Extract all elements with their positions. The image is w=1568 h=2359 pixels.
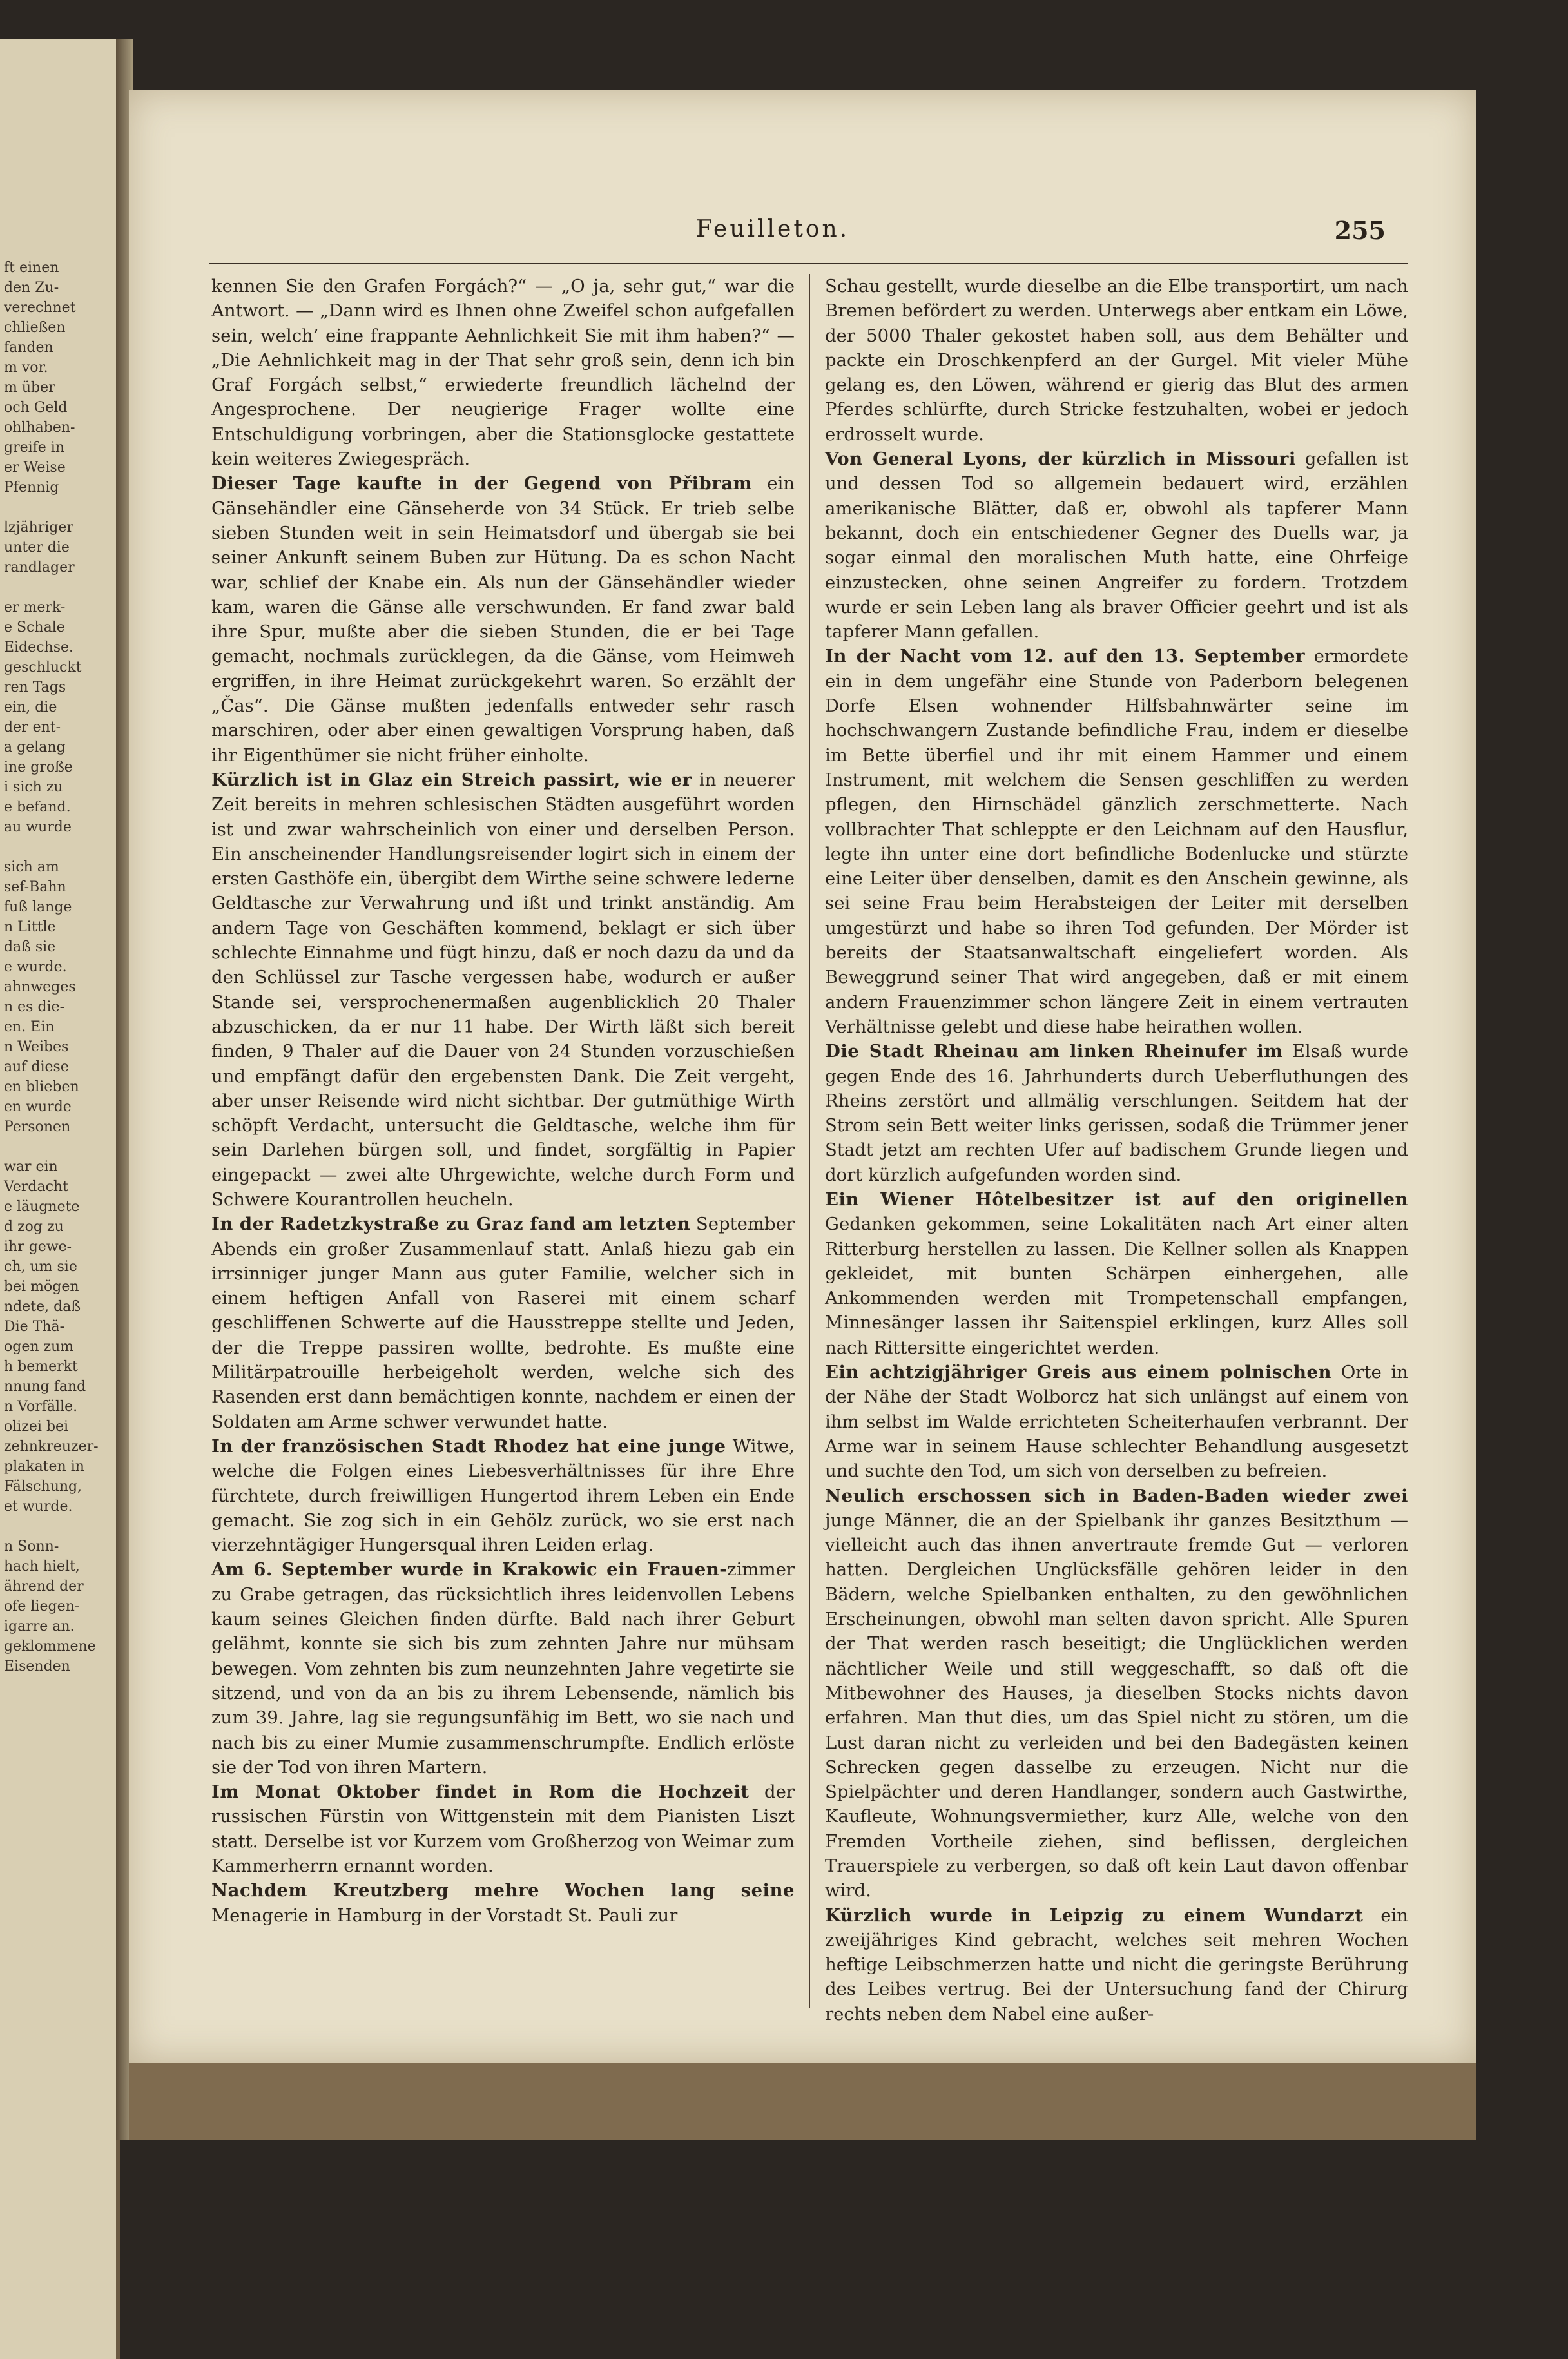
adjacent-page-fragment: daß sie <box>4 939 56 955</box>
article-paragraph <box>825 447 1408 644</box>
adjacent-page-fragment: ein, die <box>4 699 57 715</box>
adjacent-page-fragment: geklommene <box>4 1638 96 1655</box>
adjacent-page-fragment: ine große <box>4 759 73 775</box>
adjacent-page-fragment: m vor. <box>4 360 48 376</box>
adjacent-page-fragment: olizei bei <box>4 1419 69 1435</box>
adjacent-page-fragment <box>0 578 116 597</box>
page-number: 255 <box>1334 216 1386 245</box>
adjacent-page-fragment: e befand. <box>4 799 71 815</box>
adjacent-page-fragment: er Weise <box>4 460 66 476</box>
adjacent-page-fragment: och Geld <box>4 400 68 416</box>
adjacent-page-fragment: zehnkreuzer- <box>4 1439 99 1455</box>
adjacent-page-fragment: i sich zu <box>4 779 63 795</box>
article-headline: Ein Wiener Hôtelbesitzer ist auf den originellen <box>825 1189 1408 1210</box>
adjacent-page-fragment: den Zu- <box>4 280 59 296</box>
article-text: ein Gänsehändler eine Gänseherde von 34 Stück. Er trieb selbe sieben Stunden weit in sein Heimatsdorf und übergab sie bei seiner Ankunft seinem Buben zur Hütung. Da es schon Nacht war, schlief der Knabe ein. Als nun der Gänsehändler wieder kam, waren die Gänse alle verschwunden. Er fand zwar bald ihre Spur, mußte aber die sieben Stunden, die er bei Tage gemacht, nochmals zurücklegen, da die Gänse, vom Heimweh ergriffen, in ihre Heimat zurückgekehrt waren. So erzählt der „Čas“. Die Gänse mußten jedenfalls entweder sehr rasch marschiren, oder aber einen gewaltigen Vorsprung haben, daß ihr Eigenthümer sie nicht früher einholte. <box>211 473 795 766</box>
article-paragraph <box>211 1878 795 1928</box>
adjacent-page-fragment: e Schale <box>4 619 65 636</box>
column-divider <box>809 274 810 2008</box>
article-text: September Abends ein großer Zusammenlauf statt. Anlaß hiezu gab ein irrsinniger junger Mann aus guter Familie, welcher sich in einem heftigen Anfall von Raserei mit einem scharf geschliffenen Schwerte auf die Hausstreppe stellte und Jeden, der die Treppe passiren wollte, bedrohte. Es mußte eine Militärpatrouille herbeigeholt werden, welche sich des Rasenden erst dann bemächtigen konnte, nachdem er einen der Soldaten am Arme schwer verwundet hatte. <box>211 1214 795 1432</box>
adjacent-page-fragment: ohlhaben- <box>4 420 75 436</box>
left-column <box>211 274 795 1928</box>
article-headline: In der Radetzkystraße zu Graz fand am letzten <box>211 1214 691 1235</box>
header-rule <box>209 263 1408 264</box>
adjacent-page-fragment: Die Thä- <box>4 1319 65 1335</box>
adjacent-page-fragment: Personen <box>4 1119 71 1135</box>
article-text: junge Männer, die an der Spielbank ihr ganzes Besitzthum — vielleicht auch das ihnen anvertraute fremde Gut — verloren hatten. Dergleichen Unglücksfälle gehören leider in den Bädern, welche Spielbanken enthalten, zu den gewöhnlichen Erscheinungen, obwohl man selten davon spricht. Alle Spuren der That werden rasch beseitigt; die Unglücklichen werden nächtlicher Weile und still weggeschafft, so daß oft die Mitbewohner des Hauses, ja dieselben Stocks nichts davon erfahren. Man thut dies, um das Spiel nicht zu stören, um die Lust daran nicht zu verleiden und bei den Badegästen keinen Schrecken gegen dasselbe zu erzeugen. Nicht nur die Spielpächter und deren Handlanger, sondern auch Gastwirthe, Kaufleute, Wohnungsvermiether, kurz Alle, welche von den Fremden Vortheile ziehen, sind beflissen, dergleichen Trauerspiele zu verbergen, so daß oft kein Laut davon offenbar wird. <box>825 1510 1408 1901</box>
page-bottom-edge <box>129 2063 1476 2140</box>
adjacent-page-fragment: Fälschung, <box>4 1479 82 1495</box>
adjacent-page-fragment: ährend der <box>4 1578 84 1595</box>
adjacent-page-fragment: der ent- <box>4 719 61 735</box>
adjacent-page-fragment: Eisenden <box>4 1658 70 1675</box>
adjacent-page-fragment: d zog zu <box>4 1219 64 1235</box>
article-text: ein zweijähriges Kind gebracht, welches seit mehren Wochen heftige Leibschmerzen hatte und nicht die geringste Berührung des Leibes vertrug. Bei der Untersuchung fand der Chirurg rechts neben dem Nabel eine außer- <box>825 1905 1408 2024</box>
adjacent-page-fragment: plakaten in <box>4 1459 84 1475</box>
adjacent-page-fragment: h bemerkt <box>4 1359 78 1375</box>
adjacent-page-fragment: n Little <box>4 919 56 935</box>
article-paragraph <box>825 1039 1408 1187</box>
article-text: in neuerer Zeit bereits in mehren schlesischen Städten ausgeführt worden ist und zwar wahrscheinlich von einer und derselben Person. Ein anscheinender Handlungsreisender logirt sich in einem der ersten Gasthöfe ein, übergibt dem Wirthe seine schwere lederne Geldtasche zur Verwahrung und ißt und trinkt anständig. Am andern Tage von Geschäften kommend, beklagt er sich über schlechte Einnahme und fügt hinzu, daß er noch dazu da und da den Schlüssel zur Tasche vergessen habe, wodurch er außer Stande sei, versprochenermaßen augenblicklich 20 Thaler abzuschicken, da er nur 11 habe. Der Wirth läßt sich bereit finden, 9 Thaler auf die Dauer von 24 Stunden vorzuschießen und empfängt dafür den ergebensten Dank. Die Zeit vergeht, aber unser Reisende wird nicht sichtbar. Der gutmüthige Wirth schöpft Verdacht, untersucht die Geldtasche, welche ihm für sein Darlehen bürgen soll, und findet, sorgfältig in Papier eingepackt — zwei alte Uhrgewichte, welche durch Form und Schwere Kourantrollen heucheln. <box>211 769 795 1210</box>
adjacent-page-fragment: er merk- <box>4 599 66 616</box>
adjacent-page-fragment: ft einen <box>4 260 59 276</box>
adjacent-page-fragment: war ein <box>4 1159 58 1175</box>
adjacent-page-edge <box>0 39 120 2359</box>
article-headline: In der Nacht vom 12. auf den 13. September <box>825 646 1306 667</box>
adjacent-page-fragment: n Sonn- <box>4 1539 59 1555</box>
adjacent-page-fragment: verechnet <box>4 300 76 316</box>
article-paragraph <box>211 471 795 768</box>
page-header <box>129 216 1476 255</box>
article-headline: Von General Lyons, der kürzlich in Missouri <box>825 449 1296 470</box>
article-text: Witwe, welche die Folgen eines Liebesverhältnisses für ihre Ehre fürchtete, durch freiwilligen Hungertod ihrem Leben ein Ende gemacht. Sie zog sich in ein Gehölz zurück, wo sie erst nach vierzehntägiger Hungersqual ihren Leiden erlag. <box>211 1435 795 1556</box>
running-title: Feuilleton. <box>696 216 850 242</box>
article-text: Elsaß wurde gegen Ende des 16. Jahrhunderts durch Ueberfluthungen des Rheins zerstört und allmälig verschlungen. Seitdem hat der Strom sein Bett weiter links gerissen, sodaß die Trümmer jener Stadt jetzt am rechten Ufer auf badischem Grunde liegen und dort kürzlich aufgefunden worden sind. <box>825 1041 1408 1185</box>
adjacent-page-fragment: ch, um sie <box>4 1259 77 1275</box>
article-headline: Kürzlich ist in Glaz ein Streich passirt, wie er <box>211 769 692 790</box>
article-paragraph <box>825 1360 1408 1483</box>
adjacent-page-fragment: randlager <box>4 559 75 576</box>
article-text: ermordete ein in dem ungefähr eine Stunde von Paderborn belegenen Dorfe Elsen wohnender Hilfsbahnwärter seine im hochschwangern Zustande befindliche Frau, indem er dieselbe im Bette überfiel und ihr mit einem Hammer und einem Instrument, mit welchem die Sensen geschliffen zu werden pflegen, den Hirnschädel gänzlich zerschmetterte. Nach vollbrachter That schleppte er den Leichnam auf den Hausflur, legte ihn unter eine dort befindliche Bodenlucke und stürzte eine Leiter über denselben, damit es den Anschein gewinne, als sei seine Frau beim Herabsteigen der Leiter mit derselben umgestürzt und habe so ihren Tod gefunden. Der Mörder ist bereits der Staatsanwaltschaft eingeliefert worden. Als Beweggrund seiner That wird angegeben, daß er mit einem andern Frauenzimmer schon längere Zeit in einem vertrauten Verhältnisse gelebt und diese habe heirathen wollen. <box>825 646 1408 1037</box>
article-headline: Die Stadt Rheinau am linken Rheinufer im <box>825 1041 1283 1062</box>
article-headline: Am 6. September wurde in Krakowic ein Frauen- <box>211 1559 728 1580</box>
article-headline: Neulich erschossen sich in Baden-Baden wieder zwei <box>825 1485 1408 1506</box>
adjacent-page-fragment: greife in <box>4 440 65 456</box>
article-text: kennen Sie den Grafen Forgách?“ — „O ja, sehr gut,“ war die Antwort. — „Dann wird es Ihnen ohne Zweifel schon aufgefallen sein, welch’ eine frappante Aehnlichkeit Sie mit ihm haben?“ — „Die Aehnlichkeit mag in der That sehr groß sein, denn ich bin Graf Forgách selbst,“ erwiederte freundlich lächelnd der Angesprochene. Der neugierige Frager wollte eine Entschuldigung vorbringen, aber die Stationsglocke gestattete kein weiteres Zwiegespräch. <box>211 276 795 470</box>
article-headline: Dieser Tage kaufte in der Gegend von Přibram <box>211 473 753 494</box>
adjacent-page-fragment: en blieben <box>4 1079 79 1095</box>
adjacent-page-fragment: fuß lange <box>4 899 72 915</box>
adjacent-page-fragment: bei mögen <box>4 1279 79 1295</box>
adjacent-page-fragment: n Weibes <box>4 1039 69 1055</box>
adjacent-page-fragment: ogen zum <box>4 1339 74 1355</box>
adjacent-page-fragment <box>0 837 116 857</box>
adjacent-page-fragment: sich am <box>4 859 59 875</box>
adjacent-page-fragment: ihr gewe- <box>4 1239 72 1255</box>
adjacent-page-fragment: nnung fand <box>4 1379 86 1395</box>
adjacent-page-fragment <box>0 1517 116 1537</box>
adjacent-page-fragment: fanden <box>4 340 53 356</box>
adjacent-page-fragment: ren Tags <box>4 679 66 695</box>
adjacent-page-fragment: ofe liegen- <box>4 1598 80 1615</box>
article-paragraph <box>211 1780 795 1878</box>
adjacent-page-fragment: n es die- <box>4 999 65 1015</box>
adjacent-page-fragment: e wurde. <box>4 959 67 975</box>
article-paragraph <box>211 274 795 471</box>
article-paragraph <box>825 1903 1408 2026</box>
adjacent-page-fragment: et wurde. <box>4 1499 73 1515</box>
article-headline: In der französischen Stadt Rhodez hat eine junge <box>211 1435 726 1457</box>
article-paragraph <box>211 1557 795 1780</box>
adjacent-page-fragment: m über <box>4 380 55 396</box>
adjacent-page-fragment: e läugnete <box>4 1199 80 1215</box>
adjacent-page-fragment: hach hielt, <box>4 1558 80 1575</box>
adjacent-page-fragment: chließen <box>4 320 66 336</box>
adjacent-page-fragment: Eidechse. <box>4 639 73 655</box>
article-text: Orte in der Nähe der Stadt Wolborcz hat sich unlängst auf einem von ihm selbst im Walde errichteten Scheiterhaufen verbrannt. Der Arme war in seinem Hause schlechter Behandlung ausgesetzt und suchte den Tod, um sich von derselben zu befreien. <box>825 1362 1408 1482</box>
adjacent-page-fragment: n Vorfälle. <box>4 1399 78 1415</box>
article-headline: Nachdem Kreutzberg mehre Wochen lang seine <box>211 1880 795 1901</box>
adjacent-page-fragment: geschluckt <box>4 659 82 675</box>
article-paragraph <box>825 644 1408 1039</box>
article-text: gefallen ist und dessen Tod so allgemein bedauert wird, erzählen amerikanische Blätter, daß er, obwohl als tapferer Mann bekannt, doch ein entschiedener Gegner des Duells war, ja sogar einmal den moralischen Muth hatte, eine Ohrfeige einzustecken, ohne seinen Angreifer zu fordern. Trotzdem wurde er sein Leben lang als braver Officier geehrt und ist als tapferer Mann gefallen. <box>825 449 1408 643</box>
adjacent-page-fragment: en. Ein <box>4 1019 55 1035</box>
adjacent-page-fragment: auf diese <box>4 1059 69 1075</box>
article-paragraph <box>825 274 1408 447</box>
article-paragraph <box>825 1484 1408 1903</box>
article-paragraph <box>825 1187 1408 1360</box>
article-text: der russischen Fürstin von Wittgenstein mit dem Pianisten Liszt statt. Derselbe ist vor Kurzem vom Großherzog von Weimar zum Kammerherrn ernannt worden. <box>211 1781 795 1876</box>
article-text: Menagerie in Hamburg in der Vorstadt St. Pauli zur <box>211 1905 678 1926</box>
adjacent-page-fragment: a gelang <box>4 739 66 755</box>
right-column <box>825 274 1408 2026</box>
article-text: zimmer zu Grabe getragen, das rücksichtlich ihres leidenvollen Lebens kaum seines Gleichen finden dürfte. Bald nach ihrer Geburt gelähmt, konnte sie sich bis zum zehnten Jahre nur mühsam bewegen. Vom zehnten bis zum neunzehnten Jahre vegetirte sie sitzend, und von da an bis zu ihrem Lebensende, nämlich bis zum 39. Jahre, lag sie regungsunfähig im Bett, wo sie nach und nach bis zu einer Mumie zusammenschrumpfte. Endlich erlöste sie der Tod von ihren Martern. <box>211 1559 795 1778</box>
article-paragraph <box>211 1212 795 1434</box>
article-paragraph <box>211 1434 795 1557</box>
adjacent-page-fragment: au wurde <box>4 819 72 835</box>
book-page <box>129 90 1476 2063</box>
adjacent-page-fragment: ahnweges <box>4 979 76 995</box>
adjacent-page-fragment <box>0 498 116 518</box>
article-headline: Kürzlich wurde in Leipzig zu einem Wundarzt <box>825 1905 1364 1926</box>
adjacent-page-fragment: lzjähriger <box>4 519 73 536</box>
article-text: Schau gestellt, wurde dieselbe an die Elbe transportirt, um nach Bremen befördert zu werden. Unterwegs aber entkam ein Löwe, der 5000 Thaler gekostet haben soll, aus dem Behälter und packte ein Droschkenpferd an der Gurgel. Mit vieler Mühe gelang es, den Löwen, während er gierig das Blut des armen Pferdes schlürfte, durch Stricke festzuhalten, wobei er jedoch erdrosselt wurde. <box>825 276 1408 445</box>
article-paragraph <box>211 768 795 1212</box>
adjacent-page-fragment: ndete, daß <box>4 1299 81 1315</box>
adjacent-page-fragment: Verdacht <box>4 1179 68 1195</box>
adjacent-page-fragment: Pfennig <box>4 480 59 496</box>
article-headline: Im Monat Oktober findet in Rom die Hochzeit <box>211 1781 750 1803</box>
adjacent-page-fragment: en wurde <box>4 1099 72 1115</box>
article-headline: Ein achtzigjähriger Greis aus einem polnischen <box>825 1362 1332 1383</box>
adjacent-page-fragment <box>0 1137 116 1157</box>
adjacent-page-fragment: igarre an. <box>4 1618 75 1635</box>
adjacent-page-fragment: unter die <box>4 539 70 556</box>
adjacent-page-fragment: sef-Bahn <box>4 879 66 895</box>
article-text: Gedanken gekommen, seine Lokalitäten nach Art einer alten Ritterburg herstellen zu lassen. Die Kellner sollen als Knappen gekleidet, mit bunten Schärpen einhergehen, alle Ankommenden werden mit Trompetenschall empfangen, Minnesänger lassen ihr Saitenspiel erklingen, kurz Alles soll nach Rittersitte eingerichtet werden. <box>825 1214 1408 1358</box>
